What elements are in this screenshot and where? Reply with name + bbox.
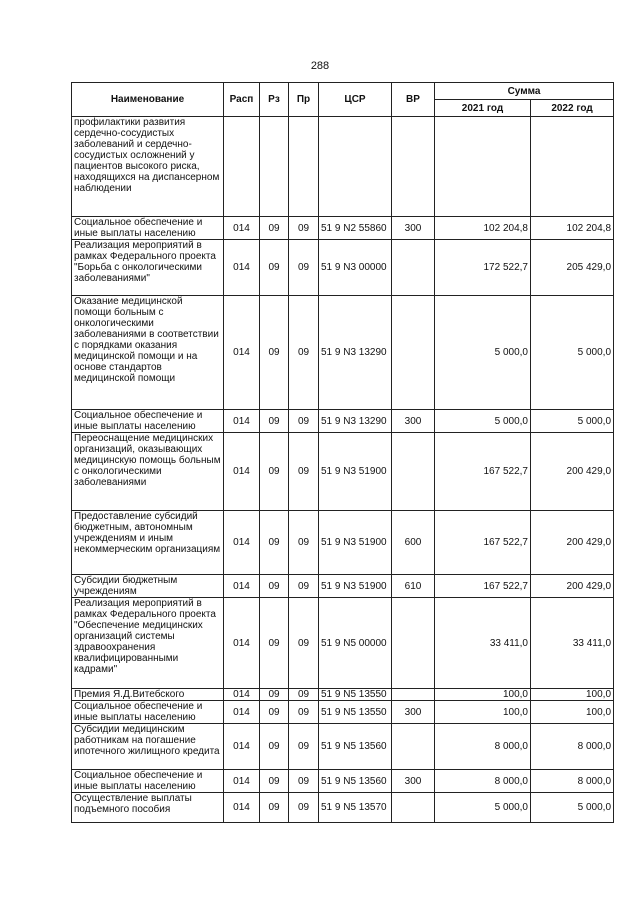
cell-rz: 09 — [260, 724, 289, 770]
table-row — [72, 689, 614, 701]
cell-csr: 51 9 N5 00000 — [319, 598, 392, 689]
cell-y2022 — [531, 117, 614, 217]
cell-rz: 09 — [260, 217, 289, 240]
cell-rasp: 014 — [224, 511, 260, 575]
header-sum: Сумма — [435, 83, 614, 100]
cell-y2022: 100,0 — [531, 689, 614, 701]
cell-pr: 09 — [289, 433, 319, 511]
cell-rasp: 014 — [224, 410, 260, 433]
cell-vr — [392, 598, 435, 689]
cell-y2021: 8 000,0 — [435, 724, 531, 770]
table-row — [72, 598, 614, 689]
table-row — [72, 217, 614, 240]
cell-vr: 600 — [392, 511, 435, 575]
cell-rasp: 014 — [224, 296, 260, 410]
cell-csr: 51 9 N3 00000 — [319, 240, 392, 296]
header-pr: Пр — [289, 83, 319, 117]
cell-name: Реализация мероприятий в рамках Федерального проекта "Борьба с онкологическими заболеваниями" — [72, 240, 224, 296]
cell-y2021: 167 522,7 — [435, 433, 531, 511]
table-row — [72, 433, 614, 511]
cell-vr: 300 — [392, 410, 435, 433]
cell-rasp: 014 — [224, 433, 260, 511]
table-row — [72, 240, 614, 296]
page-number: 288 — [310, 60, 330, 72]
cell-rz: 09 — [260, 770, 289, 793]
table-row — [72, 770, 614, 793]
cell-rasp: 014 — [224, 240, 260, 296]
table-row — [72, 575, 614, 598]
table-row — [72, 511, 614, 575]
table-row — [72, 701, 614, 724]
table-row — [72, 117, 614, 217]
header-name: Наименование — [72, 83, 224, 117]
cell-y2022: 205 429,0 — [531, 240, 614, 296]
cell-rz: 09 — [260, 793, 289, 823]
cell-vr — [392, 433, 435, 511]
cell-name: Осуществление выплаты подъемного пособия — [72, 793, 224, 823]
header-csr: ЦСР — [319, 83, 392, 117]
cell-pr: 09 — [289, 793, 319, 823]
cell-rasp: 014 — [224, 575, 260, 598]
cell-name: Социальное обеспечение и иные выплаты населению — [72, 770, 224, 793]
cell-rz: 09 — [260, 296, 289, 410]
cell-y2022: 8 000,0 — [531, 724, 614, 770]
cell-y2022: 102 204,8 — [531, 217, 614, 240]
cell-csr: 51 9 N5 13550 — [319, 689, 392, 701]
cell-csr: 51 9 N5 13550 — [319, 701, 392, 724]
cell-pr: 09 — [289, 240, 319, 296]
cell-rz — [260, 117, 289, 217]
cell-vr — [392, 240, 435, 296]
cell-rz: 09 — [260, 701, 289, 724]
cell-pr: 09 — [289, 217, 319, 240]
cell-y2021: 102 204,8 — [435, 217, 531, 240]
cell-name: Социальное обеспечение и иные выплаты населению — [72, 217, 224, 240]
cell-y2021: 100,0 — [435, 701, 531, 724]
cell-vr — [392, 689, 435, 701]
cell-rz: 09 — [260, 240, 289, 296]
cell-y2022: 33 411,0 — [531, 598, 614, 689]
cell-rz: 09 — [260, 433, 289, 511]
cell-rasp: 014 — [224, 724, 260, 770]
cell-rz: 09 — [260, 575, 289, 598]
cell-y2021: 167 522,7 — [435, 575, 531, 598]
budget-table — [71, 82, 614, 823]
cell-y2022: 100,0 — [531, 701, 614, 724]
cell-rz: 09 — [260, 410, 289, 433]
cell-vr: 300 — [392, 770, 435, 793]
cell-vr: 610 — [392, 575, 435, 598]
cell-y2021: 5 000,0 — [435, 296, 531, 410]
cell-vr — [392, 724, 435, 770]
cell-pr: 09 — [289, 770, 319, 793]
cell-y2022: 200 429,0 — [531, 433, 614, 511]
cell-name: Реализация мероприятий в рамках Федерального проекта "Обеспечение медицинских организаций системы здравоохранения квалифицированными кадрами" — [72, 598, 224, 689]
cell-vr — [392, 296, 435, 410]
cell-pr: 09 — [289, 575, 319, 598]
cell-rasp: 014 — [224, 217, 260, 240]
cell-rasp: 014 — [224, 793, 260, 823]
cell-name: Оказание медицинской помощи больным с онкологическими заболеваниями в соответствии с порядками оказания медицинской помощи и на основе стандартов медицинской помощи — [72, 296, 224, 410]
cell-rasp — [224, 117, 260, 217]
table-body — [72, 117, 614, 823]
header-rz: Рз — [260, 83, 289, 117]
cell-rasp: 014 — [224, 598, 260, 689]
cell-csr: 51 9 N3 51900 — [319, 575, 392, 598]
cell-csr: 51 9 N5 13560 — [319, 724, 392, 770]
cell-vr — [392, 117, 435, 217]
cell-csr: 51 9 N5 13570 — [319, 793, 392, 823]
cell-name: Переоснащение медицинских организаций, оказывающих медицинскую помощь больным с онкологическими заболеваниями — [72, 433, 224, 511]
cell-csr: 51 9 N3 13290 — [319, 410, 392, 433]
cell-rz: 09 — [260, 689, 289, 701]
cell-name: Предоставление субсидий бюджетным, автономным учреждениям и иным некоммерческим организациям — [72, 511, 224, 575]
cell-csr: 51 9 N5 13560 — [319, 770, 392, 793]
cell-csr: 51 9 N3 13290 — [319, 296, 392, 410]
cell-y2022: 8 000,0 — [531, 770, 614, 793]
cell-y2021: 5 000,0 — [435, 410, 531, 433]
cell-rasp: 014 — [224, 689, 260, 701]
cell-pr: 09 — [289, 511, 319, 575]
header-vr: ВР — [392, 83, 435, 117]
cell-vr — [392, 793, 435, 823]
cell-pr: 09 — [289, 724, 319, 770]
header-rasp: Расп — [224, 83, 260, 117]
table-row — [72, 296, 614, 410]
cell-name: Социальное обеспечение и иные выплаты населению — [72, 410, 224, 433]
cell-y2021: 33 411,0 — [435, 598, 531, 689]
cell-name: Субсидии медицинским работникам на погашение ипотечного жилищного кредита — [72, 724, 224, 770]
cell-y2022: 5 000,0 — [531, 410, 614, 433]
table-row — [72, 793, 614, 823]
cell-pr — [289, 117, 319, 217]
cell-csr: 51 9 N3 51900 — [319, 433, 392, 511]
cell-vr: 300 — [392, 701, 435, 724]
cell-pr: 09 — [289, 598, 319, 689]
cell-y2021: 167 522,7 — [435, 511, 531, 575]
cell-y2022: 5 000,0 — [531, 793, 614, 823]
cell-name: Социальное обеспечение и иные выплаты населению — [72, 701, 224, 724]
header-2022: 2022 год — [531, 100, 614, 117]
cell-rasp: 014 — [224, 701, 260, 724]
cell-pr: 09 — [289, 410, 319, 433]
cell-y2022: 200 429,0 — [531, 575, 614, 598]
cell-y2021: 100,0 — [435, 689, 531, 701]
cell-y2022: 5 000,0 — [531, 296, 614, 410]
table-row — [72, 410, 614, 433]
cell-vr: 300 — [392, 217, 435, 240]
cell-y2021: 172 522,7 — [435, 240, 531, 296]
cell-y2021: 8 000,0 — [435, 770, 531, 793]
cell-name: профилактики развития сердечно-сосудистых заболеваний и сердечно-сосудистых осложнений у пациентов высокого риска, находящихся на диспансерном наблюдении — [72, 117, 224, 217]
cell-pr: 09 — [289, 701, 319, 724]
cell-rz: 09 — [260, 511, 289, 575]
table-row — [72, 724, 614, 770]
header-2021: 2021 год — [435, 100, 531, 117]
cell-pr: 09 — [289, 689, 319, 701]
cell-csr: 51 9 N3 51900 — [319, 511, 392, 575]
cell-y2021 — [435, 117, 531, 217]
cell-pr: 09 — [289, 296, 319, 410]
cell-name: Премия Я.Д.Витебского — [72, 689, 224, 701]
cell-rz: 09 — [260, 598, 289, 689]
cell-name: Субсидии бюджетным учреждениям — [72, 575, 224, 598]
cell-rasp: 014 — [224, 770, 260, 793]
cell-csr — [319, 117, 392, 217]
cell-y2021: 5 000,0 — [435, 793, 531, 823]
cell-y2022: 200 429,0 — [531, 511, 614, 575]
table-header — [72, 83, 614, 117]
cell-csr: 51 9 N2 55860 — [319, 217, 392, 240]
